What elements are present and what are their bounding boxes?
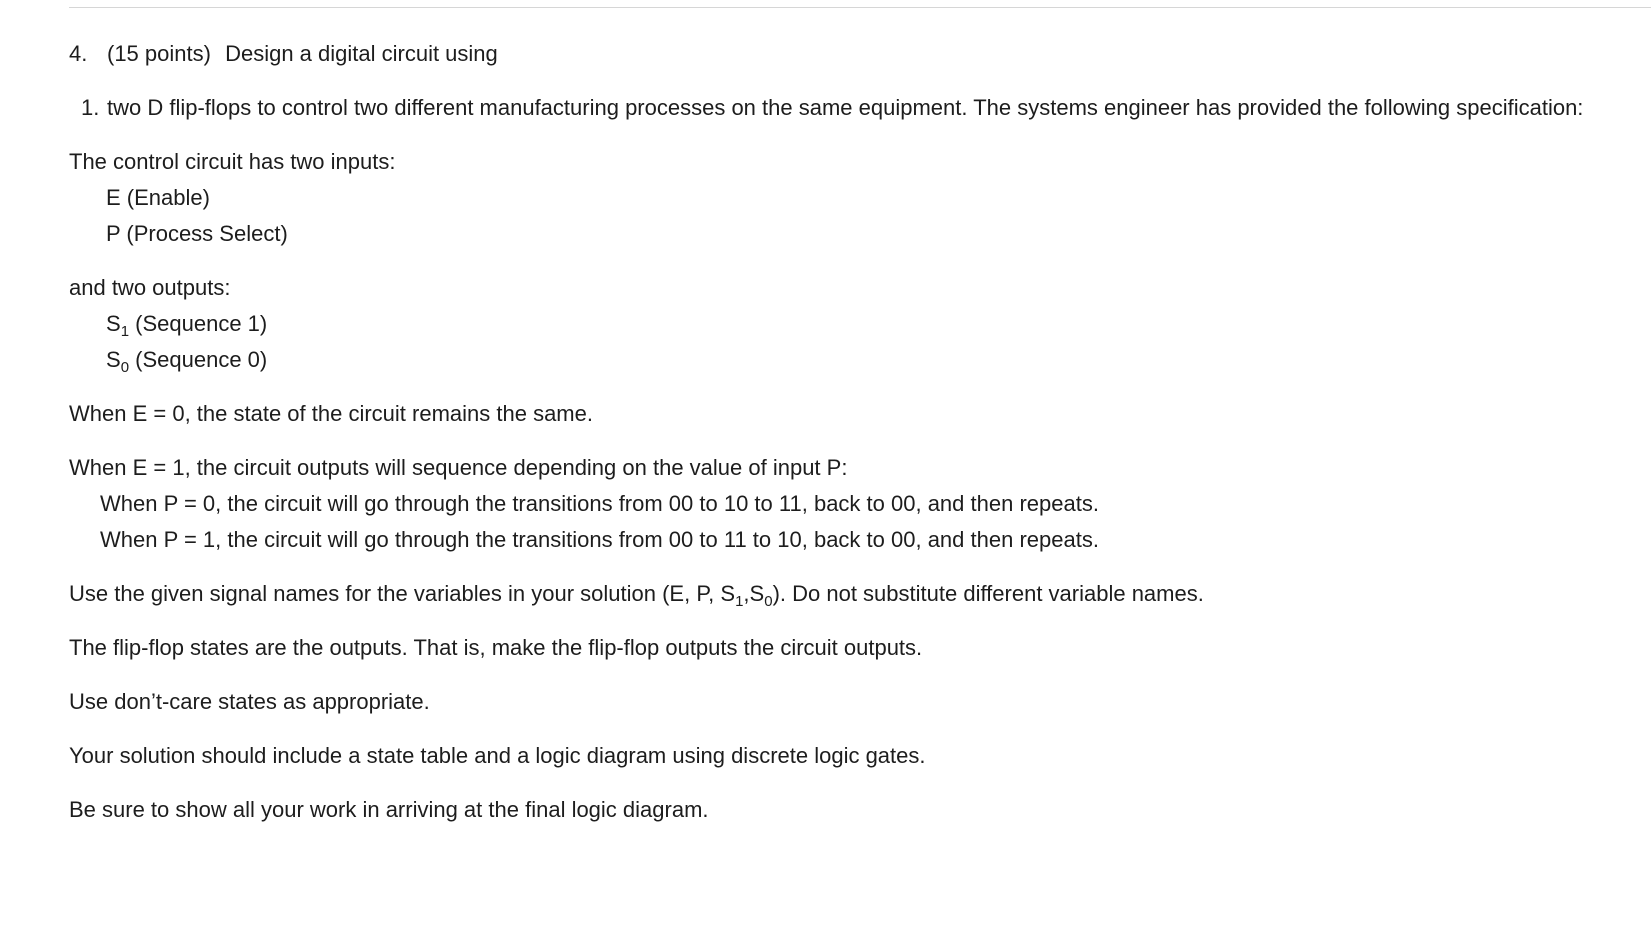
rule-enable-1-intro: When E = 1, the circuit outputs will sequence depending on the value of input P:	[69, 455, 848, 480]
output-s1-name: S	[106, 311, 121, 336]
list-item-number: 1.	[81, 95, 100, 120]
inputs-intro: The control circuit has two inputs:	[69, 149, 396, 174]
outputs-section	[69, 270, 1629, 378]
rule-enable-0: When E = 0, the state of the circuit remains the same.	[69, 401, 593, 426]
rule-enable-1-section	[69, 450, 1629, 558]
top-divider	[69, 7, 1651, 8]
dont-care-note: Use don’t-care states as appropriate.	[69, 689, 430, 714]
signal-s0-name: S	[749, 581, 765, 606]
inputs-section	[69, 144, 1629, 252]
outputs-intro: and two outputs:	[69, 275, 231, 300]
input-enable: E (Enable)	[106, 185, 210, 210]
output-s1-desc: (Sequence 1)	[129, 311, 268, 336]
rule-process-0: When P = 0, the circuit will go through the transitions from 00 to 10 to 11, back to 00, and then repeats.	[100, 491, 1099, 516]
output-sequence-0	[69, 342, 1629, 378]
output-s0-subscript: 0	[120, 359, 130, 376]
signal-s1-subscript: 1	[735, 593, 744, 610]
question-title: Design a digital circuit using	[225, 41, 498, 66]
question-content	[69, 36, 1629, 846]
question-header	[69, 36, 1629, 72]
solution-note: Your solution should include a state table and a logic diagram using discrete logic gates.	[69, 743, 926, 768]
signal-s1-name: S	[720, 581, 736, 606]
list-item-text: two D flip-flops to control two different manufacturing processes on the same equipment. The systems engineer has provided the following specification:	[107, 95, 1584, 120]
output-sequence-1	[69, 306, 1629, 342]
output-s0-name: S	[106, 347, 121, 372]
work-note: Be sure to show all your work in arriving at the final logic diagram.	[69, 797, 709, 822]
question-number: 4.	[69, 41, 88, 66]
output-s0-desc: (Sequence 0)	[129, 347, 268, 372]
signal-comma: ,	[743, 581, 750, 606]
signal-names-before: Use the given signal names for the variables in your solution (E, P,	[69, 581, 721, 606]
input-process-select: P (Process Select)	[106, 221, 288, 246]
rule-process-1: When P = 1, the circuit will go through the transitions from 00 to 11 to 10, back to 00, and then repeats.	[100, 527, 1099, 552]
signal-names-note	[69, 576, 1629, 612]
signal-s0-subscript: 0	[764, 593, 773, 610]
signal-names-after: ). Do not substitute different variable names.	[772, 581, 1204, 606]
question-points: (15 points)	[107, 41, 211, 66]
list-item	[69, 90, 1629, 126]
flipflop-note: The flip-flop states are the outputs. That is, make the flip-flop outputs the circuit outputs.	[69, 635, 923, 660]
output-s1-subscript: 1	[120, 323, 130, 340]
